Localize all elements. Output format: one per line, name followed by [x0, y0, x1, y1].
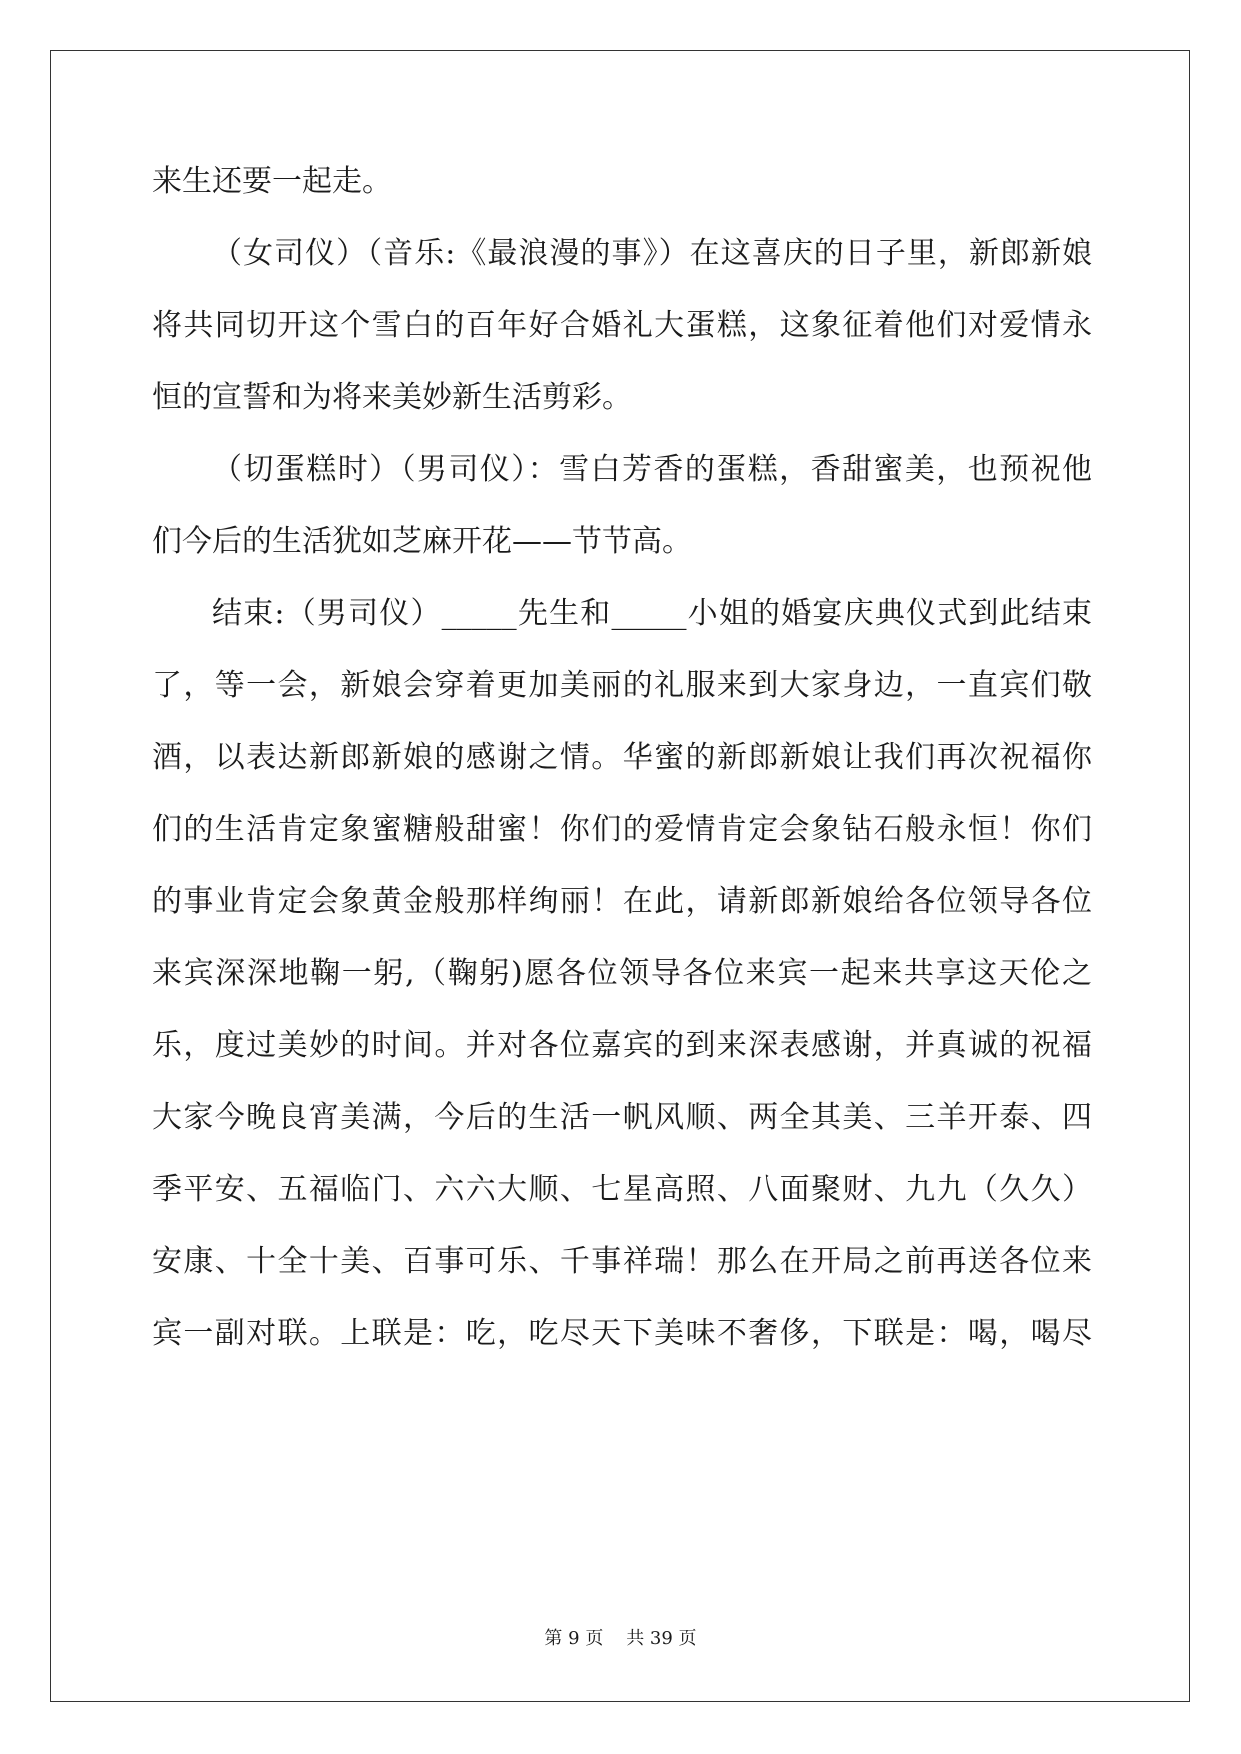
- text-line: 们今后的生活犹如芝麻开花——节节高。: [152, 524, 692, 559]
- text-line: 大家今晚良宵美满，今后的生活一帆风顺、两全其美、三羊开泰、四: [152, 1100, 1092, 1135]
- text-line: 将共同切开这个雪白的百年好合婚礼大蛋糕，这象征着他们对爱情永: [152, 308, 1092, 343]
- page-border: [50, 50, 1190, 1702]
- text-line: 乐，度过美妙的时间。并对各位嘉宾的到来深表感谢，并真诚的祝福: [152, 1028, 1092, 1063]
- text-line: 季平安、五福临门、六六大顺、七星高照、八面聚财、九九（久久）: [152, 1172, 1092, 1207]
- paragraph-first-line: （女司仪）（音乐:《最浪漫的事》）在这喜庆的日子里，新郎新娘: [212, 236, 1092, 271]
- text-line: 来宾深深地鞠一躬,（鞠躬)愿各位领导各位来宾一起来共享这天伦之: [152, 956, 1092, 991]
- text-line: 了，等一会，新娘会穿着更加美丽的礼服来到大家身边，一直宾们敬: [152, 668, 1092, 703]
- paragraph-first-line: 结束:（男司仪）_____先生和_____小姐的婚宴庆典仪式到此结束: [212, 596, 1092, 631]
- page-footer: [0, 1627, 1241, 1651]
- page-number: 第 9 页 共 39 页: [544, 1628, 697, 1649]
- text-line: 来生还要一起走。: [152, 164, 392, 199]
- paragraph-first-line: （切蛋糕时）（男司仪）：雪白芳香的蛋糕，香甜蜜美，也预祝他: [212, 452, 1092, 487]
- text-line: 们的生活肯定象蜜糖般甜蜜！你们的爱情肯定会象钻石般永恒！你们: [152, 812, 1092, 847]
- text-line: 安康、十全十美、百事可乐、千事祥瑞！那么在开局之前再送各位来: [152, 1244, 1092, 1279]
- text-line: 宾一副对联。上联是：吃，吃尽天下美味不奢侈，下联是：喝，喝尽: [152, 1316, 1092, 1351]
- text-line: 恒的宣誓和为将来美妙新生活剪彩。: [152, 380, 632, 415]
- text-line: 酒，以表达新郎新娘的感谢之情。华蜜的新郎新娘让我们再次祝福你: [152, 740, 1092, 775]
- text-line: 的事业肯定会象黄金般那样绚丽！在此，请新郎新娘给各位领导各位: [152, 884, 1092, 919]
